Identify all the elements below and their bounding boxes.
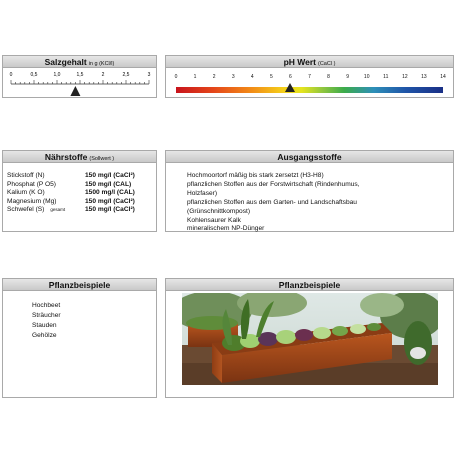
ph-tick-label: 9 xyxy=(346,74,350,80)
ausgangsstoff-line: Kohlensaurer Kalk xyxy=(187,217,241,224)
ph-tick-label: 1 xyxy=(193,74,197,80)
naehrstoffe-subtitle: (Sollwert ) xyxy=(89,156,115,162)
naehrstoff-row xyxy=(7,181,157,189)
naehrstoff-name: Stickstoff (N) xyxy=(7,172,45,179)
naehrstoffe-panel xyxy=(2,150,157,232)
ph-wert-header xyxy=(166,56,453,68)
pflanzbeispiele-list-title: Pflanzbeispiele xyxy=(48,280,111,290)
naehrstoff-row xyxy=(7,172,157,180)
salzgehalt-tick-label: 3 xyxy=(147,72,151,78)
naehrstoff-value: 150 mg/l (CaCl²) xyxy=(85,172,135,179)
ph-tick-label: 2 xyxy=(212,74,216,80)
ausgangsstoff-line: Hochmoortorf mäßig bis stark zersetzt (H3-H8) xyxy=(187,172,324,179)
naehrstoff-name: Schwefel (S) gesamt xyxy=(7,206,66,213)
raised-bed-photo xyxy=(182,293,438,385)
pflanzbeispiel-item: Gehölze xyxy=(32,332,57,339)
salzgehalt-title: Salzgehalt xyxy=(44,57,87,67)
ph-color-bar xyxy=(176,87,443,93)
ausgangsstoffe-title: Ausgangsstoffe xyxy=(277,152,342,162)
naehrstoff-row xyxy=(7,198,157,206)
pflanzbeispiele-list-panel xyxy=(2,278,157,398)
ausgangsstoffe-header xyxy=(166,151,453,163)
ausgangsstoffe-panel xyxy=(165,150,454,232)
ph-scale-labels xyxy=(174,74,446,82)
ph-tick-label: 14 xyxy=(440,74,446,80)
salzgehalt-marker-icon xyxy=(70,86,80,96)
salzgehalt-unit: in g (KCl/l) xyxy=(88,61,115,67)
naehrstoff-row xyxy=(7,206,157,214)
ph-tick-label: 13 xyxy=(421,74,427,80)
ph-tick-label: 3 xyxy=(231,74,235,80)
ph-tick-label: 8 xyxy=(327,74,330,80)
naehrstoff-value: 150 mg/l (CAL) xyxy=(85,180,132,188)
naehrstoff-name: Kalium (K O) xyxy=(7,189,45,196)
naehrstoff-value: 150 mg/l (CaCl²) xyxy=(85,206,135,213)
pflanzbeispiele-list-header xyxy=(3,279,156,291)
naehrstoffe-title: Nährstoffe xyxy=(44,152,88,162)
ph-marker-icon xyxy=(285,83,295,92)
salzgehalt-ruler xyxy=(3,68,156,98)
naehrstoff-value: 150 mg/l (CaCl²) xyxy=(85,197,135,205)
naehrstoff-extra: gesamt xyxy=(50,207,66,212)
ph-tick-label: 10 xyxy=(363,74,370,80)
ph-tick-label: 11 xyxy=(383,74,389,80)
raised-bed-illustration xyxy=(182,293,438,385)
ausgangsstoff-line: mineralischem NP-Dünger xyxy=(187,225,265,232)
salzgehalt-header xyxy=(3,56,156,68)
ph-tick-label: 4 xyxy=(250,74,254,80)
ausgangsstoff-line: pflanzlichen Stoffen aus dem Garten- und Landschaftsbau xyxy=(187,199,357,206)
pflanzbeispiel-item: Hochbeet xyxy=(32,302,61,309)
ph-wert-title: pH Wert xyxy=(283,57,316,67)
ausgangsstoff-line: pflanzlichen Stoffen aus der Forstwirtschaft (Rindenhumus, xyxy=(187,181,360,188)
naehrstoff-row xyxy=(7,189,157,197)
salzgehalt-tick-label: 1,5 xyxy=(76,72,84,78)
ausgangsstoff-line: (Grünschnittkompost) xyxy=(187,208,251,215)
salzgehalt-tick-label: 0,5 xyxy=(30,72,38,78)
ph-tick-label: 12 xyxy=(402,74,408,80)
salzgehalt-scale xyxy=(3,68,156,98)
ph-tick-label: 7 xyxy=(308,74,311,80)
naehrstoffe-header xyxy=(3,151,156,163)
naehrstoff-name: Magnesium (Mg) xyxy=(7,197,57,205)
pflanzbeispiele-photo-title: Pflanzbeispiele xyxy=(278,280,341,290)
pflanzbeispiel-item: Stauden xyxy=(32,322,57,329)
ph-tick-label: 5 xyxy=(269,74,273,80)
pflanzbeispiele-photo-panel xyxy=(165,278,454,398)
salzgehalt-tick-label: 1,0 xyxy=(53,72,61,78)
ph-tick-label: 0 xyxy=(174,74,178,80)
ph-tick-label: 6 xyxy=(289,74,292,80)
naehrstoff-value: 1500 mg/l (CAL) xyxy=(85,189,135,196)
salzgehalt-tick-label: 0 xyxy=(9,72,13,78)
ph-wert-panel xyxy=(165,55,454,98)
salzgehalt-tick-label: 2 xyxy=(101,72,105,78)
salzgehalt-panel xyxy=(2,55,157,98)
pflanzbeispiele-photo-header xyxy=(166,279,453,291)
ausgangsstoff-line: Holzfaser) xyxy=(187,190,218,197)
naehrstoff-name: Phosphat (P O5) xyxy=(7,180,56,188)
pflanzbeispiel-item: Sträucher xyxy=(32,312,61,319)
ph-wert-unit: (CaCl ) xyxy=(318,61,336,67)
salzgehalt-tick-label: 2,5 xyxy=(122,72,130,78)
